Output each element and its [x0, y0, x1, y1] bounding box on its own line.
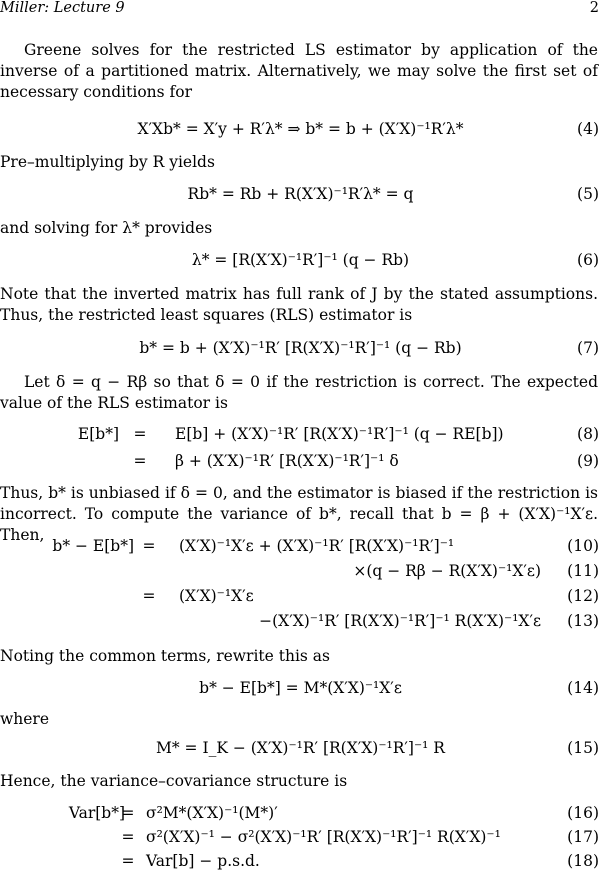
equation-8 — [0, 425, 601, 447]
paragraph-common-terms: Noting the common terms, rewrite this as — [0, 647, 330, 665]
equation-12-number: (12) — [567, 587, 599, 605]
equation-5 — [0, 185, 601, 207]
paragraph-premultiply: Pre–multiplying by R yields — [0, 153, 215, 171]
equation-16-number: (16) — [567, 804, 599, 822]
equation-16-rel: = — [121, 804, 135, 822]
equation-7-number: (7) — [577, 339, 599, 357]
equation-12 — [0, 587, 601, 609]
paragraph-variance: Hence, the variance–covariance structure is — [0, 772, 348, 790]
equation-9-number: (9) — [577, 452, 599, 470]
equation-12-rhs: (X′X)⁻¹X′ε — [179, 587, 254, 605]
equation-17-number: (17) — [567, 828, 599, 846]
equation-7 — [0, 339, 601, 361]
equation-18-rhs: Var[b] − p.s.d. — [146, 852, 260, 870]
equation-14-number: (14) — [567, 679, 599, 697]
equation-18 — [0, 852, 601, 874]
equation-11-rhs: ×(q − Rβ − R(X′X)⁻¹X′ε) — [353, 562, 541, 580]
equation-5-body: Rb* = Rb + R(X′X)⁻¹R′λ* = q — [187, 185, 414, 203]
equation-15-body: M* = I_K − (X′X)⁻¹R′ [R(X′X)⁻¹R′]⁻¹ R — [156, 739, 445, 757]
equation-16 — [0, 804, 601, 826]
equation-13 — [0, 612, 601, 634]
equation-6 — [0, 251, 601, 273]
equation-11-number: (11) — [567, 562, 599, 580]
equation-6-body: λ* = [R(X′X)⁻¹R′]⁻¹ (q − Rb) — [191, 251, 410, 269]
equation-9-rhs: β + (X′X)⁻¹R′ [R(X′X)⁻¹R′]⁻¹ δ — [175, 452, 399, 470]
running-header: Miller: Lecture 9 — [0, 0, 125, 16]
equation-6-number: (6) — [577, 251, 599, 269]
equation-14-body: b* − E[b*] = M*(X′X)⁻¹X′ε — [199, 679, 402, 697]
equation-5-number: (5) — [577, 185, 599, 203]
equation-10-number: (10) — [567, 537, 599, 555]
equation-10-lhs: b* − E[b*] — [52, 537, 134, 555]
paragraph-unbiased: Thus, b* is unbiased if δ = 0, and the estimator is biased if the restriction is incorrect. To compute the variance of b*, recall that b = β + (X′X)⁻¹X′ε. Then, — [0, 484, 598, 544]
equation-10 — [0, 537, 601, 559]
equation-17-rel: = — [121, 828, 135, 846]
paragraph-rls-note: Note that the inverted matrix has full rank of J by the stated assumptions. Thus, the restricted least squares (RLS) estimator is — [0, 285, 598, 324]
equation-16-rhs: σ²M*(X′X)⁻¹(M*)′ — [146, 804, 278, 822]
paragraph-where: where — [0, 710, 50, 728]
equation-9-rel: = — [133, 452, 147, 470]
equation-14 — [0, 679, 601, 701]
equation-4-number: (4) — [577, 120, 599, 138]
equation-18-number: (18) — [567, 852, 599, 870]
equation-8-lhs: E[b*] — [77, 425, 119, 443]
equation-8-rhs: E[b] + (X′X)⁻¹R′ [R(X′X)⁻¹R′]⁻¹ (q − RE[b]) — [175, 425, 504, 443]
equation-15-number: (15) — [567, 739, 599, 757]
equation-10-rhs: (X′X)⁻¹X′ε + (X′X)⁻¹R′ [R(X′X)⁻¹R′]⁻¹ — [179, 537, 455, 555]
equation-17-rhs: σ²(X′X)⁻¹ − σ²(X′X)⁻¹R′ [R(X′X)⁻¹R′]⁻¹ R(X′X)⁻¹ — [146, 828, 501, 846]
paragraph-expected-value: Let δ = q − Rβ so that δ = 0 if the restriction is correct. The expected value of the RLS estimator is — [0, 373, 598, 412]
equation-11 — [0, 562, 601, 584]
equation-15 — [0, 739, 601, 761]
paragraph-solving: and solving for λ* provides — [0, 219, 213, 237]
paragraph-intro: Greene solves for the restricted LS estimator by application of the inverse of a partitioned matrix. Alternatively, we may solve the first set of necessary conditions for — [0, 41, 598, 101]
equation-17 — [0, 828, 601, 850]
equation-12-rel: = — [142, 587, 156, 605]
equation-4-body: X′Xb* = X′y + R′λ* ⇒ b* = b + (X′X)⁻¹R′λ* — [137, 120, 464, 138]
equation-8-rel: = — [133, 425, 147, 443]
equation-16-lhs: Var[b*] — [68, 804, 125, 822]
page-number: 2 — [589, 0, 599, 16]
equation-8-number: (8) — [577, 425, 599, 443]
equation-18-rel: = — [121, 852, 135, 870]
equation-10-rel: = — [142, 537, 156, 555]
equation-9 — [0, 452, 601, 474]
equation-7-body: b* = b + (X′X)⁻¹R′ [R(X′X)⁻¹R′]⁻¹ (q − Rb) — [139, 339, 462, 357]
equation-4 — [0, 120, 601, 142]
equation-13-number: (13) — [567, 612, 599, 630]
equation-13-rhs: −(X′X)⁻¹R′ [R(X′X)⁻¹R′]⁻¹ R(X′X)⁻¹X′ε — [259, 612, 541, 630]
